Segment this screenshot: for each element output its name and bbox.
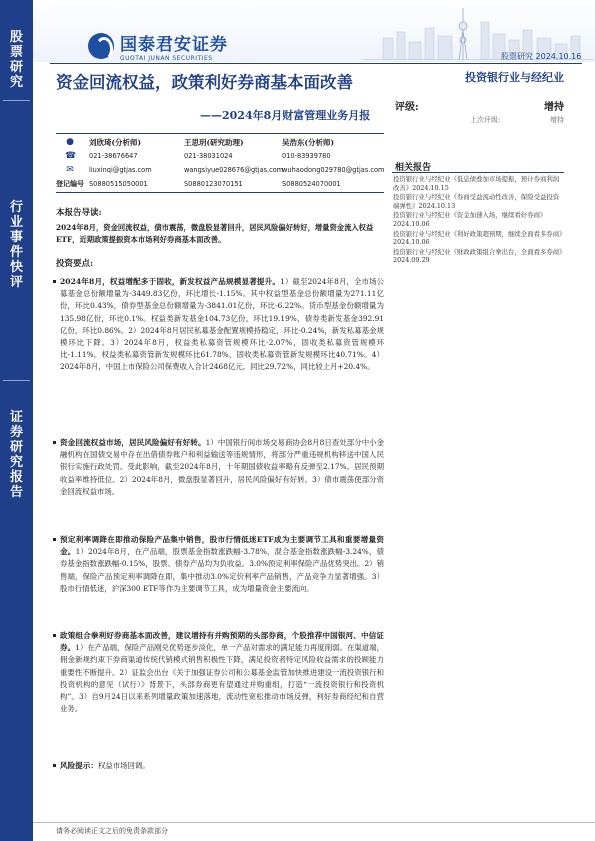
table-rule [56, 133, 384, 134]
sidebar-divider [3, 100, 30, 101]
author-name-row [56, 135, 384, 149]
point-body: 1）2024年8月，在产品端，股票基金指数涨跌幅-3.78%，混合基金指数涨跌幅-3.24%，债券基金指数涨跌幅-0.15%，股票、债券产品均为负收益。3.0%预定利率保险产品优势突出。2）销售端，保险产品预定利率调降在即，集中推动3.0%定价利率产品销售，产品竞争力显著增强。3）股市行情低迷，沪深300 ETF等作为主要调节工具，成为增量资金主要流向。 [60, 547, 385, 593]
email-icon: ✉ [66, 165, 74, 175]
author-name: 刘欣琦(分析师) [89, 137, 142, 147]
sidebar-label-industry-event: 行业事件快评 [9, 200, 23, 290]
investment-point [60, 276, 384, 374]
table-rule [56, 192, 384, 193]
sidebar-label-securities-report: 证券研究报告 [9, 410, 23, 500]
point-body: 权益市场回调。 [97, 761, 150, 770]
point-body: 1）在产品端，保险产品刚兑优势逐步淡化，单一产品对需求的满足能力再度削弱。在渠道端，佣金新规约束下券商渠道传统代销模式销售积极性下降，满足投资者特定风险收益需求的投顾能力重要性不断提升。2）证监会出台《关于加强证券公司和公募基金监管加快推进建设一流投资银行和投资机构的意见（试行）》背景下，头部券商更有望通过并购重组，打造“一流投资银行和投资机构”。3）自9月24日以来系列增量政策加速落地，流动性宽松推动市场反弹，利好券商经纪和自营业务。 [60, 643, 385, 714]
point-body: 1）中国银行间市场交易商协会8月8日查处部分中小金融机构在国债交易中存在出借债券账户和利益输送等违规情形，将部分严重违规机构移送中国人民银行实施行政处罚。受此影响，截至2024年8月，十年期国债收益率略有反弹至2.17%。居民预期收益率维持低位。2）2024年8月，微盘股显著回升，居民风险偏好有好转。3）债市震荡使部分资金回流权益市场。 [60, 438, 385, 496]
author-phone: 021-38031024 [184, 152, 233, 160]
rating-label: 评级: [395, 102, 419, 113]
company-logo [88, 30, 228, 62]
guide-text: 2024年8月，资金回流权益，债市震荡，微盘股显著回升，居民风险偏好转好，增量资金流入权益ETF，近期政策提振资本市场利好券商基本面改善。 [56, 223, 374, 244]
investment-point [60, 534, 384, 595]
author-cert-row [56, 177, 384, 191]
investment-point [60, 760, 384, 772]
author-email[interactable]: liuxinqi@gtjas.com [89, 166, 152, 174]
point-lead: 预定利率调降在即推动保险产品集中销售，股市行情低迷ETF成为主要调节工具和重要增量资金。 [60, 535, 384, 557]
sidebar-label-stock-research: 股票研究 [9, 30, 23, 90]
author-email[interactable]: wuhaodong029780@gtjas.com [282, 166, 385, 174]
author-name: 吴浩东(分析师) [282, 137, 335, 147]
logo-text-en: GUOTAI JUNAN SECURITIES [120, 55, 213, 62]
point-lead: 风险提示： [60, 761, 98, 770]
investment-points-heading: 投资要点: [56, 259, 94, 269]
author-email-row [56, 163, 384, 177]
author-email[interactable]: wangsiyue028676@gtjas.com [184, 166, 284, 174]
point-lead: 政策组合拳利好券商基本面改善，建议增持有并购预期的头部券商，个股推荐中国银河、中信证券。 [60, 631, 384, 653]
point-body: 1）截至2024年8月，全市场公募基金总份额增量为-3449.83亿份，环比增长-1.15%。其中权益型基金总份额增量为271.11亿份，环比0.43%，债券型基金总份额增量为-3841.01亿份，环比-6.22%。货币型基金份额增量为135.98亿份，环比0.1%。权益类新发基金104.73亿份，环比19.19%，债券类新发基金392.91亿份，环比0.86%。2）2024年8月居民私募基金配置规模持稳定，环比-0.24%，新发私募基金规模环比下降。3）2024年8月，权益类私募资管规模环比-2.07%，固收类私募资管规模环比-1.11%。权益类私募资管新发规模环比61.78%，固收类私募资管新发规模环比40.71%。4）2024年8月，中国上市保险公司保费收入合计2468亿元，同比29.72%，同比较上月+20.4%。 [60, 277, 385, 372]
related-report-item[interactable]: 投资银行业与经纪业《资金加速入场，继续看好券商》2024.10.06 [393, 211, 547, 228]
author-phone-row [56, 149, 384, 163]
guide-heading: 本报告导读: [56, 208, 102, 218]
related-report-item[interactable]: 投资银行业与经纪业《财政政策组合拳出台，全面看多券商》2024.09.29 [393, 247, 563, 265]
sidebar-divider [3, 380, 30, 381]
footer-divider [33, 822, 595, 823]
logo-icon [88, 33, 114, 59]
previous-rating-value: 增持 [550, 116, 564, 124]
point-lead: 资金回流权益市场，居民风险偏好有好转。 [60, 438, 206, 447]
person-icon: ● [66, 137, 74, 147]
author-cert: S0880524070001 [282, 180, 341, 188]
industry-label: 投资银行业与经纪业 [465, 71, 564, 84]
author-name: 王思玥(研究助理) [184, 137, 244, 147]
rating-value: 增持 [544, 102, 564, 113]
point-lead: 2024年8月，权益增配多于固收，新发权益产品规模显著提升。 [60, 277, 281, 286]
related-report-item[interactable]: 投资银行业与经纪业《券商受益流动性改善，保险受益投资端弹性》2024.10.13 [393, 193, 560, 210]
author-cert: S0880123070151 [184, 180, 243, 188]
author-phone: 021-38676647 [89, 152, 138, 160]
related-reports-divider [392, 172, 564, 173]
previous-rating-label: 上次评级: [470, 116, 501, 124]
related-report-item[interactable]: 投资银行业与经纪业《低息债叠加市场提振，预计券商利润改善》2024.10.15 [393, 175, 560, 192]
author-cert: S0880515050001 [89, 180, 148, 188]
phone-icon: ☎ [65, 151, 77, 161]
footer-disclaimer: 请务必阅读正文之后的免责条款部分 [56, 827, 168, 835]
header-divider [50, 63, 582, 64]
investment-point [60, 437, 384, 498]
report-subtitle: ——2024年8月财富管理业务月报 [200, 109, 371, 122]
related-report-item[interactable]: 投资银行业与经纪业《利好政策超预期，继续全面看多券商》2024.10.06 [393, 229, 563, 247]
header-banner [33, 0, 595, 62]
left-sidebar [0, 0, 33, 841]
report-title: 资金回流权益，政策利好券商基本面改善 [56, 73, 353, 92]
related-reports-title: 相关报告 [395, 163, 432, 173]
related-reports-list [393, 175, 565, 266]
author-phone: 010-83939780 [282, 152, 331, 160]
cert-label: 登记编号 [56, 180, 84, 188]
investment-point [60, 630, 384, 715]
logo-text-cn: 国泰君安证券 [120, 35, 228, 55]
report-type-date: 股票研究 2024.10.16 [501, 52, 582, 61]
